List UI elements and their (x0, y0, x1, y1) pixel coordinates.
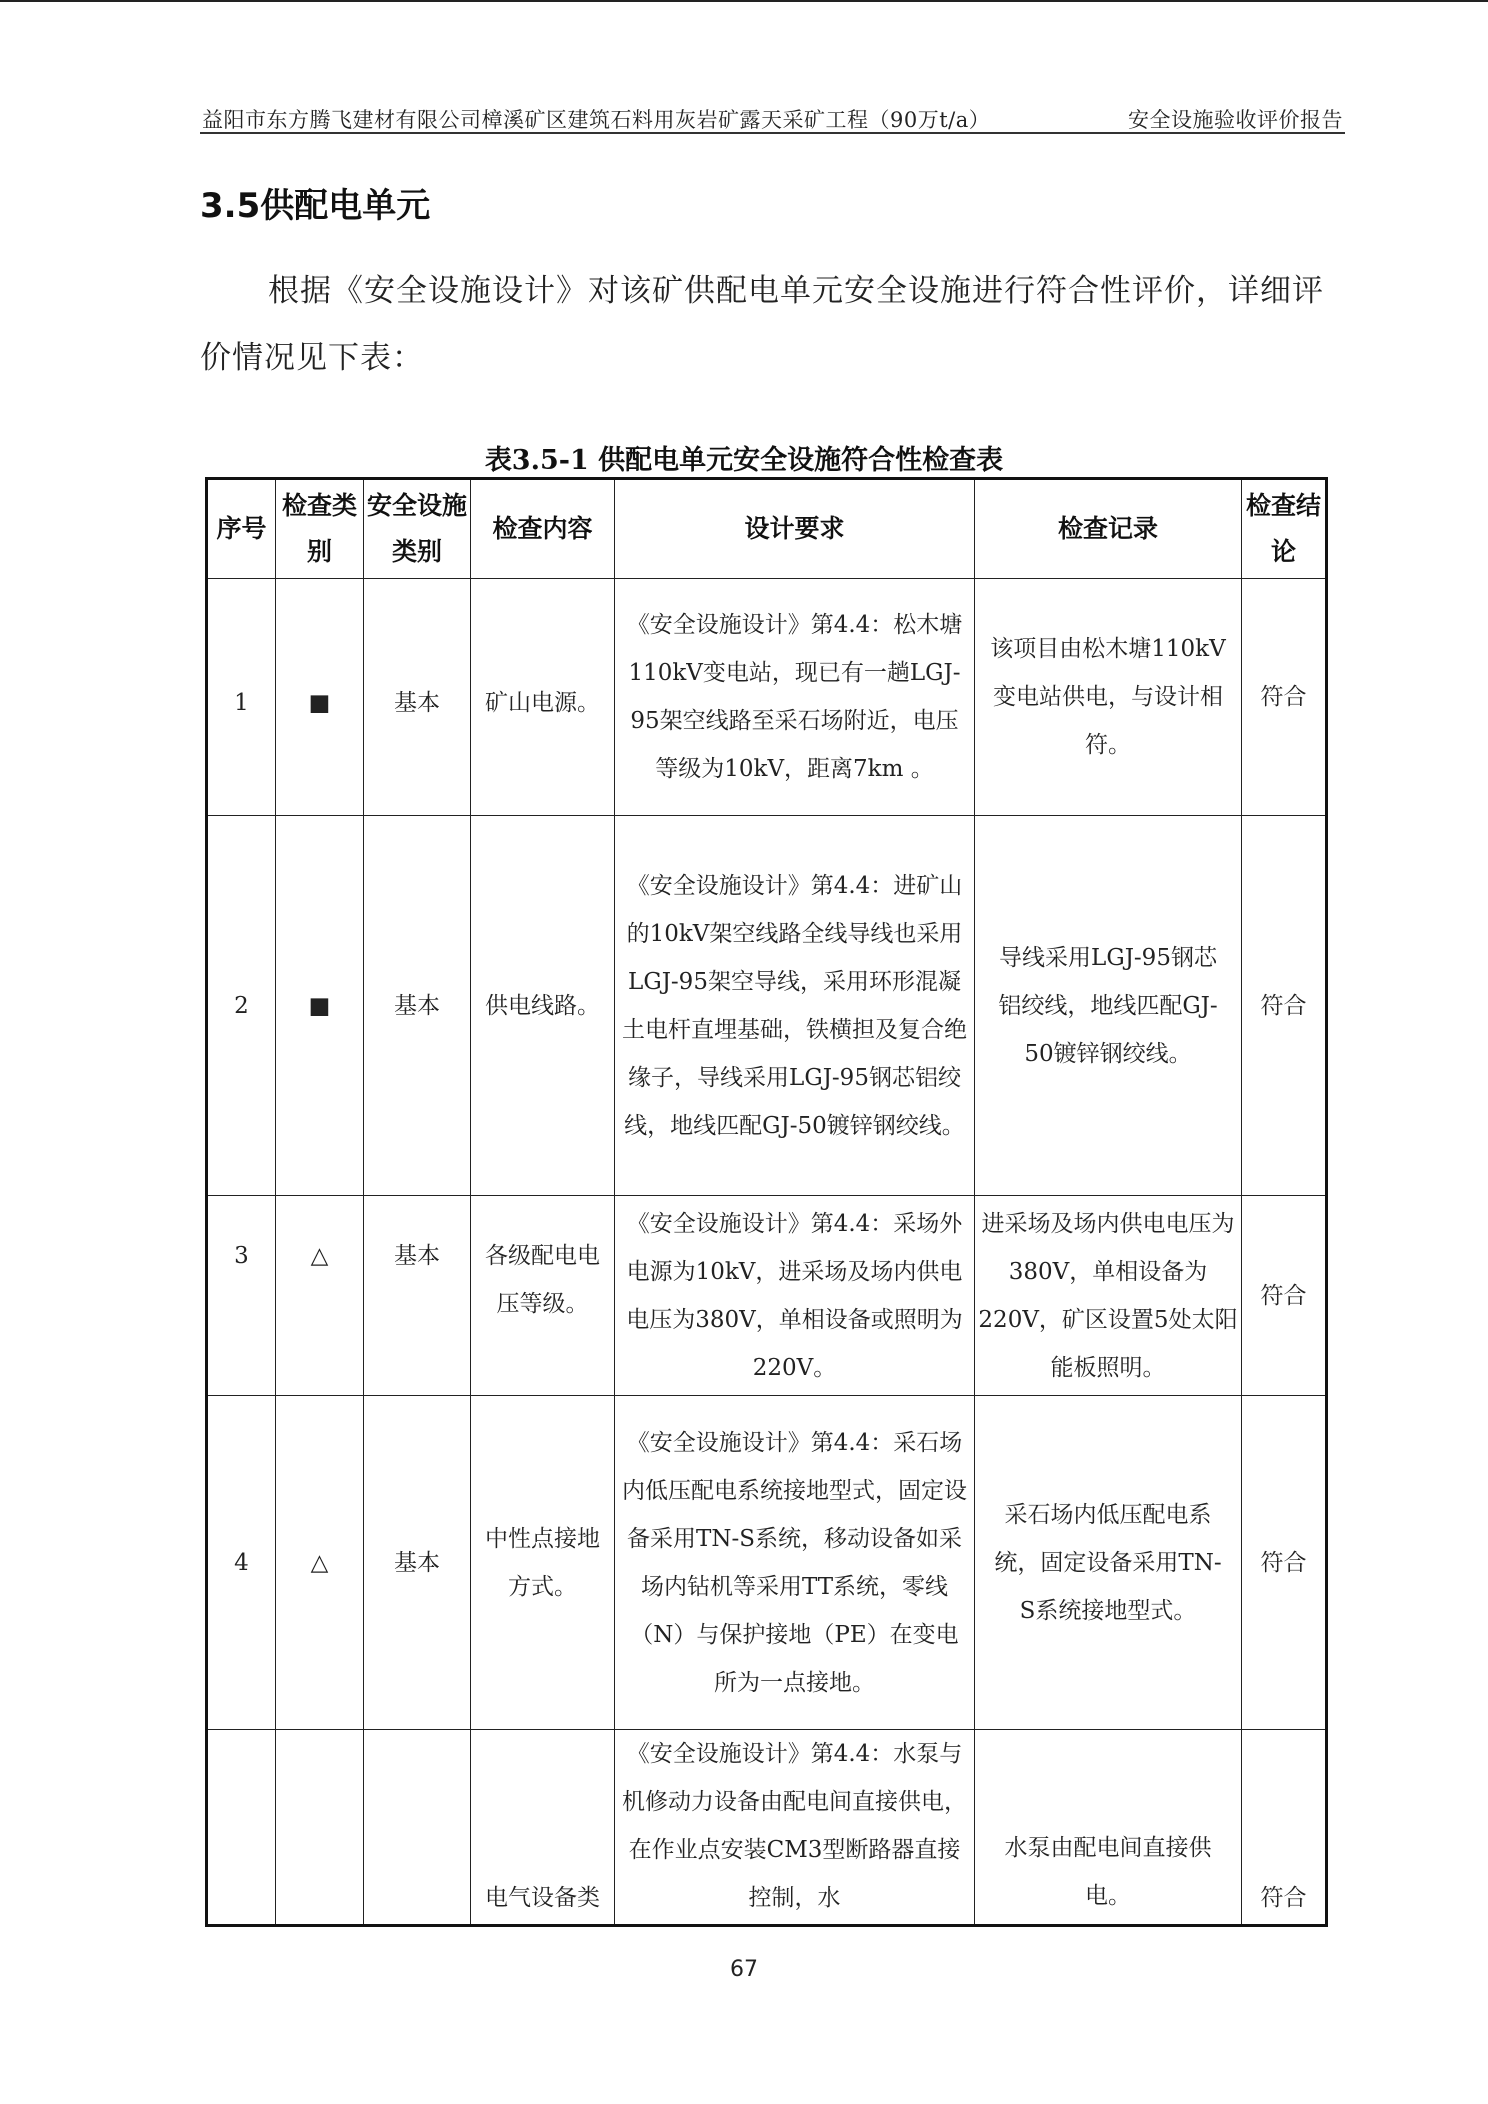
cell-requirement: 《安全设施设计》第4.4：松木塘110kV变电站，现已有一趟LGJ-95架空线路至采石场附近，电压等级为10kV，距离7km 。 (615, 579, 975, 816)
compliance-check-table (205, 477, 1328, 1927)
intro-paragraph: 根据《安全设施设计》对该矿供配电单元安全设施进行符合性评价，详细评价情况见下表： (200, 273, 1324, 376)
header-conclusion: 检查结论 (1242, 479, 1327, 579)
cell-facility-type: 基本 (364, 1196, 471, 1396)
cell-record: 水泵由配电间直接供电。 (975, 1730, 1242, 1926)
cell-facility-type: 基本 (364, 579, 471, 816)
cell-seq: 4 (207, 1396, 276, 1730)
header-content: 检查内容 (471, 479, 615, 579)
cell-record: 该项目由松木塘110kV变电站供电，与设计相符。 (975, 579, 1242, 816)
cell-conclusion: 符合 (1242, 1730, 1327, 1926)
cell-record: 采石场内低压配电系统，固定设备采用TN-S系统接地型式。 (975, 1396, 1242, 1730)
table-row (207, 579, 1327, 816)
cell-requirement: 《安全设施设计》第4.4：采场外电源为10kV，进采场及场内供电电压为380V，单相设备或照明为220V。 (615, 1196, 975, 1396)
header-record: 检查记录 (975, 479, 1242, 579)
table-row (207, 1396, 1327, 1730)
top-border-line (0, 0, 1488, 2)
section-title: 3.5供配电单元 (200, 186, 431, 226)
table-caption: 表3.5-1 供配电单元安全设施符合性检查表 (484, 445, 1004, 476)
page-number: 67 (730, 1957, 758, 1982)
cell-content: 各级配电电压等级。 (471, 1196, 615, 1396)
table-row (207, 816, 1327, 1196)
cell-check-type: ■ (276, 579, 364, 816)
header-seq: 序号 (207, 479, 276, 579)
cell-seq (207, 1730, 276, 1926)
cell-record: 进采场及场内供电电压为380V，单相设备为220V，矿区设置5处太阳能板照明。 (975, 1196, 1242, 1396)
cell-requirement: 《安全设施设计》第4.4：采石场内低压配电系统接地型式，固定设备采用TN-S系统，移动设备如采场内钻机等采用TT系统，零线（N）与保护接地（PE）在变电所为一点接地。 (615, 1396, 975, 1730)
cell-conclusion: 符合 (1242, 1396, 1327, 1730)
cell-facility-type (364, 1730, 471, 1926)
cell-requirement: 《安全设施设计》第4.4：水泵与机修动力设备由配电间直接供电，在作业点安装CM3型断路器直接控制，水 (615, 1730, 975, 1926)
table-header-row (207, 479, 1327, 579)
cell-check-type (276, 1730, 364, 1926)
cell-record: 导线采用LGJ-95钢芯铝绞线，地线匹配GJ-50镀锌钢绞线。 (975, 816, 1242, 1196)
cell-content: 矿山电源。 (471, 579, 615, 816)
cell-seq: 1 (207, 579, 276, 816)
cell-content: 电气设备类 (471, 1730, 615, 1926)
table-row (207, 1196, 1327, 1396)
table-row (207, 1730, 1327, 1926)
cell-facility-type: 基本 (364, 816, 471, 1196)
cell-conclusion: 符合 (1242, 579, 1327, 816)
header-rule (200, 132, 1345, 134)
header-check-type: 检查类别 (276, 479, 364, 579)
running-header-report-name: 安全设施验收评价报告 (1128, 108, 1343, 132)
cell-check-type: △ (276, 1396, 364, 1730)
cell-seq: 3 (207, 1196, 276, 1396)
cell-content: 供电线路。 (471, 816, 615, 1196)
cell-seq: 2 (207, 816, 276, 1196)
cell-facility-type: 基本 (364, 1396, 471, 1730)
cell-content: 中性点接地方式。 (471, 1396, 615, 1730)
header-facility-type: 安全设施类别 (364, 479, 471, 579)
cell-check-type: △ (276, 1196, 364, 1396)
running-header-title: 益阳市东方腾飞建材有限公司樟溪矿区建筑石料用灰岩矿露天采矿工程（90万t/a） (202, 108, 991, 132)
cell-conclusion: 符合 (1242, 1196, 1327, 1396)
header-requirement: 设计要求 (615, 479, 975, 579)
cell-conclusion: 符合 (1242, 816, 1327, 1196)
cell-requirement: 《安全设施设计》第4.4：进矿山的10kV架空线路全线导线也采用LGJ-95架空导线，采用环形混凝土电杆直埋基础，铁横担及复合绝缘子，导线采用LGJ-95钢芯铝绞线，地线匹配GJ-50镀锌钢绞线。 (615, 816, 975, 1196)
cell-check-type: ■ (276, 816, 364, 1196)
